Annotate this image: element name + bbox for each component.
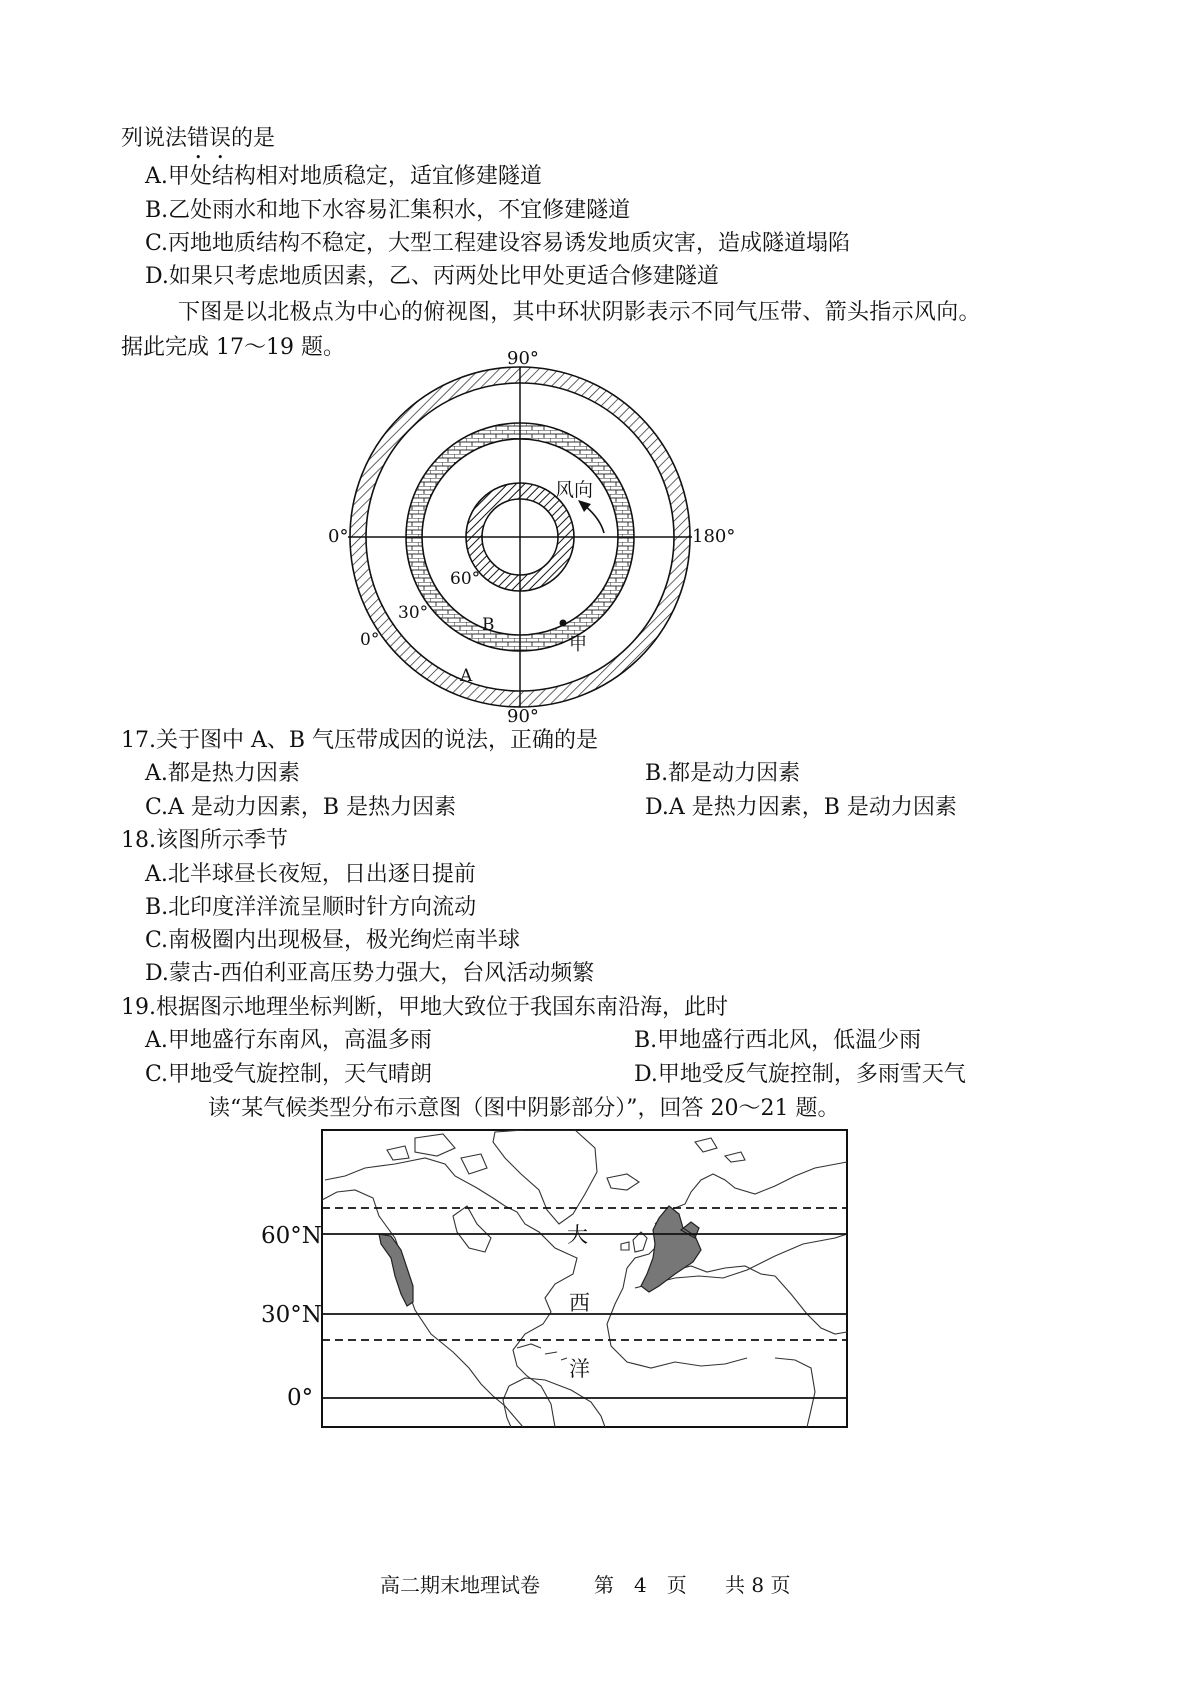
q17-option-b: B.都是动力因素: [645, 761, 801, 786]
q16-stem-emphasis: 错误: [187, 126, 232, 151]
q18-option-a: A.北半球昼长夜短，日出逐日提前: [145, 862, 476, 887]
label-wind: 风向: [555, 479, 594, 501]
q16-option-b: B.乙处雨水和地下水容易汇集积水，不宜修建隧道: [145, 198, 631, 223]
polar-pressure-belt-diagram: [310, 350, 750, 725]
label-belt-a: A: [460, 666, 473, 686]
q17-option-d: D.A 是热力因素，B 是动力因素: [645, 795, 957, 820]
q16-stem-tail: 的是: [231, 126, 276, 151]
label-right-180: 180°: [692, 526, 736, 547]
intro-17-19-line1: 下图是以北极点为中心的俯视图，其中环状阴影表示不同气压带、箭头指示风向。: [178, 300, 981, 325]
q17-option-a: A.都是热力因素: [145, 761, 300, 786]
label-lat-60: 60°: [450, 569, 481, 589]
q16-option-c: C.丙地地质结构不稳定，大型工程建设容易诱发地质灾害，造成隧道塌陷: [145, 231, 851, 256]
map-label-60n: 60°N: [261, 1223, 322, 1249]
q18-stem: 18.该图所示季节: [121, 828, 288, 853]
q18-option-d: D.蒙古-西伯利亚高压势力强大，台风活动频繁: [145, 961, 595, 986]
q19-option-a: A.甲地盛行东南风，高温多雨: [145, 1028, 432, 1053]
intro-20-21: 读“某气候类型分布示意图（图中阴影部分）”，回答 20～21 题。: [208, 1096, 840, 1121]
wind-arrow: [584, 505, 604, 533]
q16-stem: [121, 124, 275, 164]
q18-option-b: B.北印度洋洋流呈顺时针方向流动: [145, 895, 477, 920]
q19-option-d: D.甲地受反气旋控制，多雨雪天气: [634, 1062, 966, 1087]
footer-total: 共 8 页: [725, 1573, 791, 1597]
ocean-label-1: 大: [567, 1223, 588, 1247]
label-left-0: 0°: [328, 526, 349, 547]
footer-title: 高二期末地理试卷: [380, 1573, 540, 1597]
q19-stem: 19.根据图示地理坐标判断，甲地大致位于我国东南沿海，此时: [121, 995, 728, 1020]
point-jia: [560, 620, 567, 627]
q17-option-c: C.A 是动力因素，B 是热力因素: [145, 795, 457, 820]
q19-option-c: C.甲地受气旋控制，天气晴朗: [145, 1062, 433, 1087]
q17-stem: 17.关于图中 A、B 气压带成因的说法，正确的是: [121, 728, 599, 753]
label-lat-0: 0°: [360, 630, 380, 650]
label-top-90: 90°: [507, 350, 539, 369]
map-label-0: 0°: [287, 1385, 314, 1411]
q19-option-b: B.甲地盛行西北风，低温少雨: [634, 1028, 922, 1053]
map-label-30n: 30°N: [261, 1302, 322, 1328]
q16-option-d: D.如果只考虑地质因素，乙、丙两处比甲处更适合修建隧道: [145, 264, 719, 289]
label-belt-b: B: [482, 615, 495, 635]
label-jia: 甲: [569, 634, 587, 655]
label-lat-30: 30°: [398, 603, 429, 623]
q16-stem-text: 列说法: [121, 126, 188, 151]
intro-17-19-line2: 据此完成 17～19 题。: [121, 335, 345, 360]
q16-option-a: A.甲处结构相对地质稳定，适宜修建隧道: [145, 164, 542, 189]
q18-option-c: C.南极圈内出现极昼，极光绚烂南半球: [145, 928, 521, 953]
footer-page: 第 4 页: [594, 1573, 687, 1597]
ocean-label-3: 洋: [569, 1357, 590, 1381]
ocean-label-2: 西: [569, 1291, 590, 1315]
climate-distribution-map: [255, 1128, 855, 1430]
label-bottom-90: 90°: [507, 706, 539, 725]
